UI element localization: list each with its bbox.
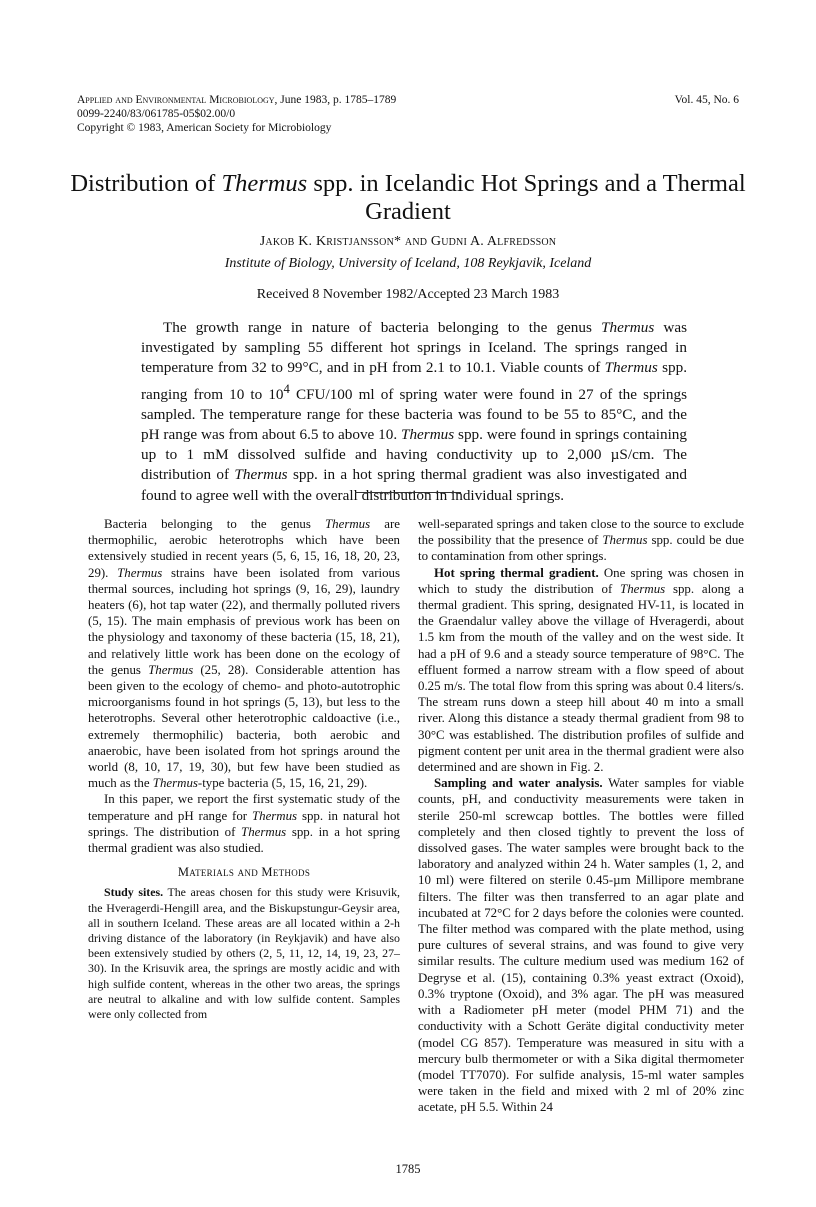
left-column (88, 516, 400, 1022)
author-2: Gudni A. Alfredsson (430, 234, 557, 249)
continued-paragraph: well-separated springs and taken close to the source to exclude the possibility that the presence of Thermus spp. could be due to contamination from other springs. (418, 517, 744, 564)
right-column (418, 516, 744, 1116)
study-sites-paragraph: Study sites. The areas chosen for this study were Krisuvik, the Hveragerdi-Hengill area, and the Biskupstungur-Geysir area, all in southern Iceland. These areas are all located within a 2-h driving distance of the laboratory (in Reykjavik) and have also been extensively studied by others (2, 5, 11, 12, 14, 19, 23, 27–30). In the Krisuvik area, the springs are mostly acidic and with high sulfide content, whereas in the other two areas, the springs are neutral to alkaline and with low sulfide content. Samples were only collected from (88, 885, 400, 1022)
abstract: The growth range in nature of bacteria belonging to the genus Thermus was investigated by sampling 55 different hot springs in Iceland. The springs ranged in temperature from 32 to 99°C, and in pH from 2.1 to 10.1. Viable counts of Thermus spp. ranging from 10 to $10^4$ CFU/100 ml of spring water were found in 27 of the springs sampled. The temperature range for these bacteria was found to be 55 to 85°C, and the pH range was from about 6.5 to above 10. Thermus spp. were found in springs containing up to 1 mM dissolved sulfide and having conductivity up to 2,000 µS/cm. The distribution of Thermus spp. in a hot spring thermal gradient was also investigated and found to agree well with the overall distribution in individual springs. (141, 319, 688, 504)
journal-citation: Applied and Environmental Microbiology, June 1983, p. 1785–1789 (77, 94, 397, 106)
page-number: 1785 (395, 1162, 421, 1176)
article-title: Distribution of Thermus spp. in Icelandic Hot Springs and a Thermal Gradient (70, 170, 746, 225)
intro-paragraph-1: Bacteria belonging to the genus Thermus are thermophilic, aerobic heterotrophs which have been extensively studied in recent years (5, 6, 15, 16, 18, 20, 23, 29). Thermus strains have been isolated from various thermal sources, including hot springs (9, 16, 29), laundry heaters (6), hot tap water (22), and thermally polluted rivers (5, 15). The main emphasis of previous work has been on the physiology and taxonomy of these bacteria (15, 18, 21), and relatively little work has been done on the ecology of the genus Thermus (25, 28). Considerable attention has been given to the ecology of chemo- and photo-autotrophic microorganisms found in hot springs (5, 13), but less to the heterotrophs. Several other heterotrophic caldoactive (i.e., extremely thermophilic) bacteria, both aerobic and anaerobic, have been isolated from hot springs around the world (8, 10, 17, 19, 30), but few have been studied as much as the Thermus-type bacteria (5, 15, 16, 21, 29). (88, 517, 400, 791)
author-1: Jakob K. Kristjansson* (259, 234, 402, 249)
received-dates: Received 8 November 1982/Accepted 23 March 1983 (256, 287, 560, 302)
affiliation: Institute of Biology, University of Iceland, 108 Reykjavik, Iceland (224, 256, 592, 271)
volume-info: Vol. 45, No. 6 (674, 94, 739, 106)
journal-header (77, 93, 739, 135)
authors: Jakob K. Kristjansson* and Gudni A. Alfredsson (259, 234, 557, 249)
article-code: 0099-2240/83/061785-05$02.00/0 (77, 108, 236, 120)
thermal-gradient-paragraph: Hot spring thermal gradient. One spring was chosen in which to study the distribution of Thermus spp. along a thermal gradient. This spring, designated HV-11, is located in the Graendalur valley above the village of Hveragerdi, about 1.5 km from the mouth of the valley and on the west side. It had a pH of 9.6 and a steady source temperature of 98°C. The effluent formed a narrow stream with a flow speed of about 0.25 m/s. The total flow from this spring was about 0.4 liters/s. The stream runs down a steep hill about 40 m into a small river. Along this distance a steady thermal gradient from 98 to 30°C was established. The distribution profiles of sulfide and pigment content per unit area in the thermal gradient were also determined and are shown in Fig. 2. (418, 565, 744, 775)
section-heading-methods: Materials and Methods (177, 865, 311, 880)
abstract-divider (355, 492, 461, 493)
copyright-line: Copyright © 1983, American Society for Microbiology (77, 122, 332, 134)
sampling-paragraph: Sampling and water analysis. Water samples for viable counts, pH, and conductivity measurements were taken in sterile 250-ml screwcap bottles. The bottles were filled completely and then closed tightly to prevent the loss of dissolved gases. The water samples were brought back to the laboratory and analyzed within 24 h. Water samples (1, 2, and 10 ml) were filtered on sterile 0.45-µm Millipore membrane filters. The filter was then transferred to an agar plate and incubated at 72°C for 2 days before the colonies were counted. The filter method was compared with the plate method, using pure cultures of several strains, and was found to give very similar results. The culture medium used was medium 162 of Degryse et al. (15), containing 0.3% yeast extract (Oxoid), 0.3% tryptone (Oxoid), and 3% agar. The pH was measured with a Radiometer pH meter (model PHM 71) and the conductivity with a Schott Geräte digital conductivity meter (model CG 857). Temperature was measured in situ with a mercury bulb thermometer or with a Sika digital thermometer (model TT7070). For sulfide analysis, 15-ml water samples were taken in the field and mixed with 2 ml of 20% zinc acetate, pH 5.5. Within 24 (418, 776, 744, 1115)
intro-paragraph-2: In this paper, we report the first systematic study of the temperature and pH range for Thermus spp. in natural hot springs. The distribution of Thermus spp. in a hot spring thermal gradient was also studied. (88, 792, 400, 856)
